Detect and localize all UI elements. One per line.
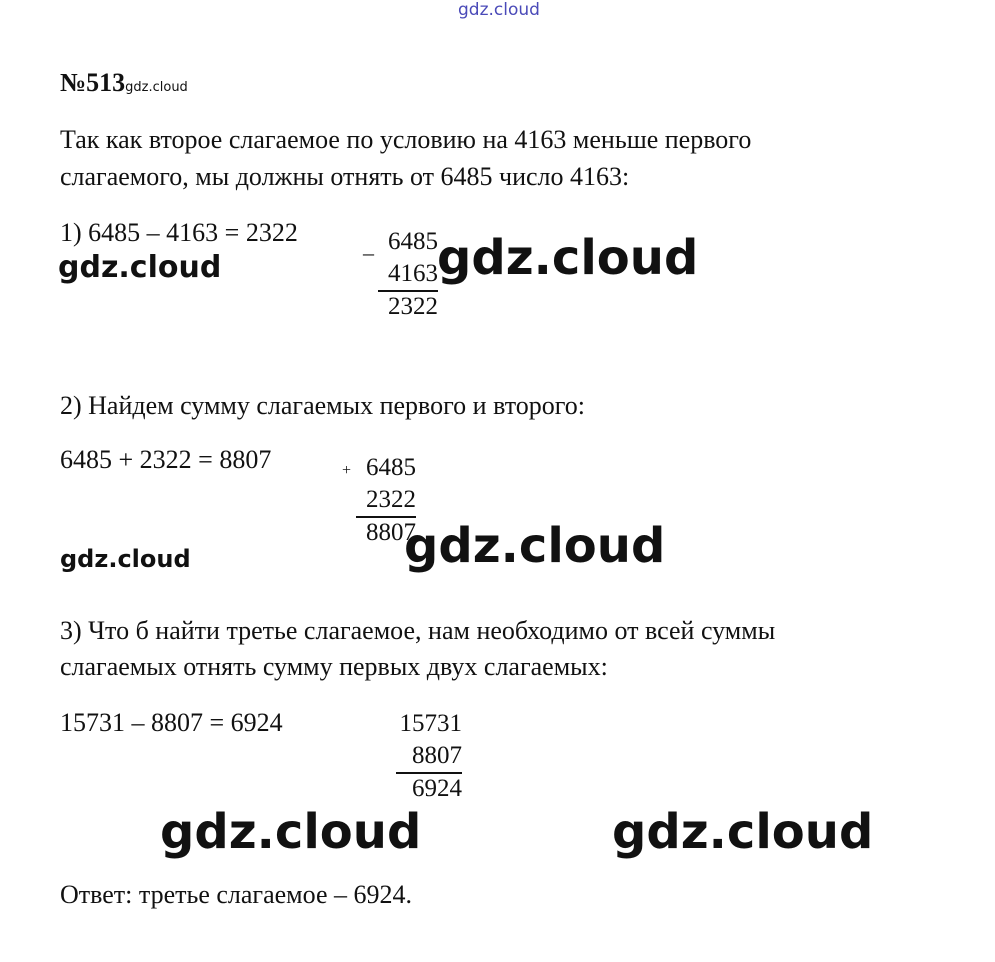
watermark-3: gdz.cloud: [60, 545, 191, 573]
step2-column-top: 6485: [366, 454, 416, 481]
step1-column-result: 2322: [388, 293, 438, 320]
step1-equation: 1) 6485 – 4163 = 2322: [60, 218, 298, 247]
answer: Ответ: третье слагаемое – 6924.: [60, 880, 412, 909]
watermark-4: gdz.cloud: [404, 518, 666, 574]
watermark-6: gdz.cloud: [612, 804, 874, 860]
step3-heading-line-1: 3) Что б найти третье слагаемое, нам необходимо от всей суммы: [60, 616, 776, 645]
step2-column-result: 8807: [366, 519, 416, 546]
watermark-2: gdz.cloud: [437, 230, 699, 286]
step3-column-top: 15731: [399, 710, 462, 737]
problem-watermark: gdz.cloud: [125, 80, 188, 95]
problem-header: [60, 68, 188, 98]
watermark-top: gdz.cloud: [458, 0, 540, 20]
intro-line-2: слагаемого, мы должны отнять от 6485 число 4163:: [60, 162, 630, 191]
step1-column-sign: –: [363, 240, 374, 265]
problem-number: №513: [60, 68, 126, 97]
step3-column-bottom: 8807: [396, 740, 462, 774]
step2-heading: 2) Найдем сумму слагаемых первого и второго:: [60, 391, 585, 420]
step3-heading-line-2: слагаемых отнять сумму первых двух слагаемых:: [60, 652, 608, 681]
step3-column-result: 6924: [412, 775, 462, 802]
step1-column-top: 6485: [388, 228, 438, 255]
step2-column-bottom: 2322: [356, 484, 416, 518]
step2-column-sign: +: [342, 462, 352, 479]
step1-column-bottom: 4163: [378, 258, 438, 292]
intro-line-1: Так как второе слагаемое по условию на 4163 меньше первого: [60, 125, 752, 154]
step3-equation: 15731 – 8807 = 6924: [60, 708, 283, 737]
step2-equation: 6485 + 2322 = 8807: [60, 445, 272, 474]
watermark-5: gdz.cloud: [160, 804, 422, 860]
watermark-1: gdz.cloud: [58, 250, 222, 285]
